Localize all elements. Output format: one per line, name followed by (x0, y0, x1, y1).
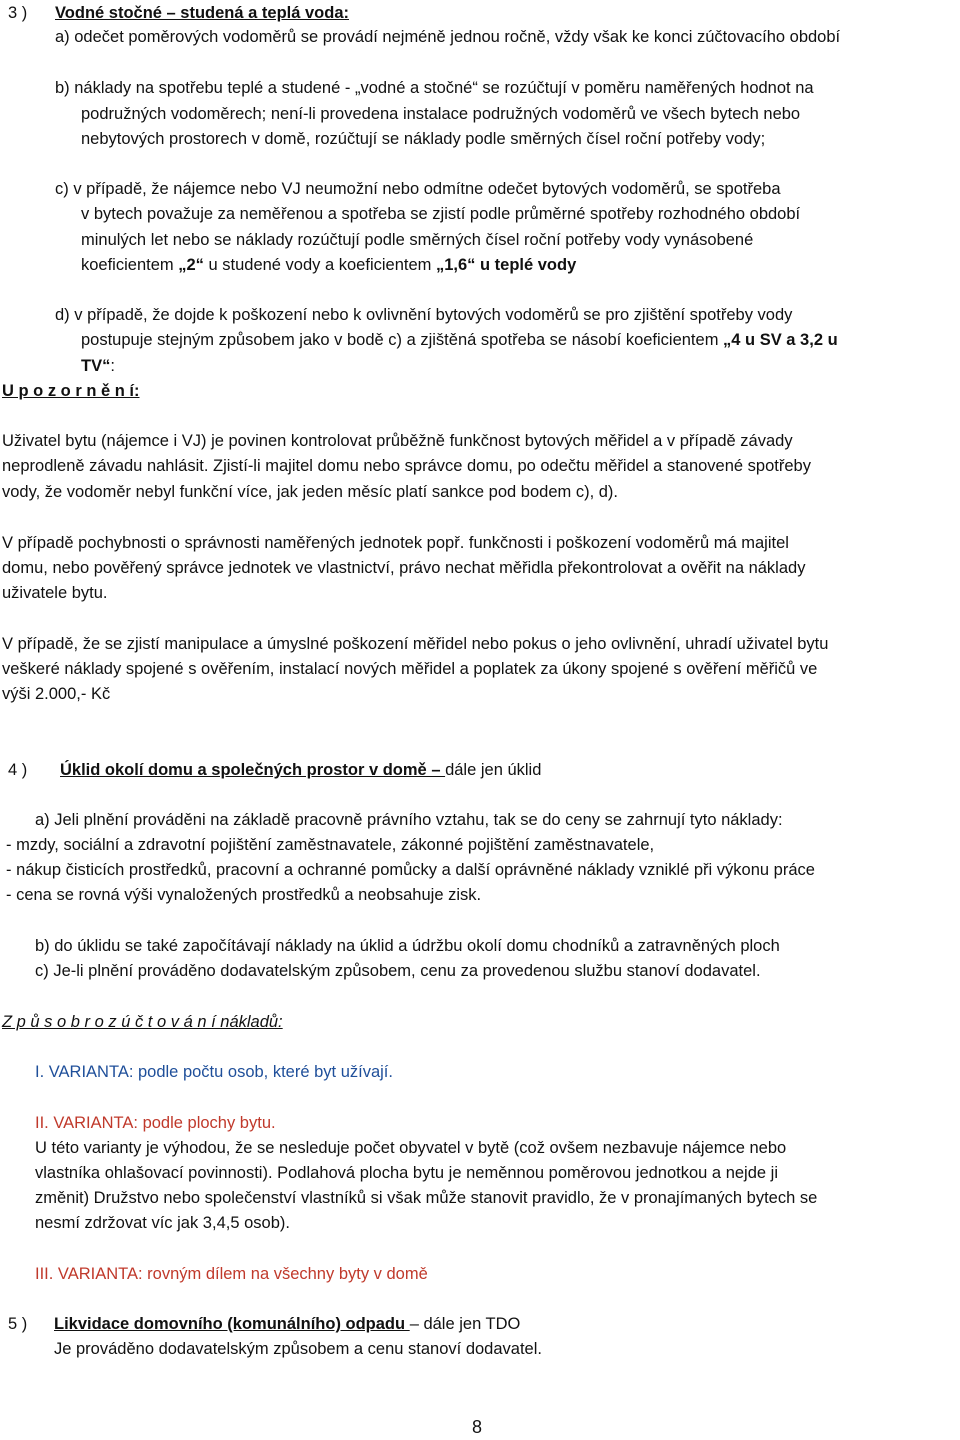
item-c-line-4 (81, 254, 576, 276)
coefficient-damage-end: TV“ (81, 357, 111, 375)
coefficient-cold: „2“ (178, 256, 204, 274)
coefficient-hot: „1,6“ u teplé vody (435, 256, 577, 274)
cleaning-item-a: a) Jeli plnění prováděni na základě pracovně právního vztahu, tak se do ceny se zahrnují tyto náklady: (35, 811, 783, 829)
variant-2: II. VARIANTA: podle plochy bytu. (35, 1114, 276, 1132)
item-c-line-1: c) v případě, že nájemce nebo VJ neumožní nebo odmítne odečet bytových vodoměrů, se spotřeba (55, 180, 781, 198)
variant-2-desc-line-4: nesmí zdržovat víc jak 3,4,5 osob). (35, 1214, 290, 1232)
item-d-line-1: d) v případě, že dojde k poškození nebo k ovlivnění bytových vodoměrů se pro zjištění spotřeby vody (55, 306, 793, 324)
warning-paragraph-1-line-1: Uživatel bytu (nájemce i VJ) je povinen kontrolovat průběžně funkčnost bytových měřidel a v případě závady (2, 432, 793, 450)
section-title: Vodné stočné – studená a teplá voda: (55, 4, 350, 22)
section-title-wrap (60, 759, 541, 781)
billing-method-heading: Z p ů s o b r o z ú č t o v á n í nákladů: (2, 1013, 283, 1031)
section-number: 3 ) (8, 4, 28, 22)
text: postupuje stejným způsobem jako v bodě c) a zjištěná spotřeba se násobí koeficientem (81, 331, 724, 349)
paragraph-3-line-2: veškeré náklady spojené s ověřením, instalací nových měřidel a poplatek za úkony spojené s ověření měřičů ve (2, 660, 818, 678)
cleaning-dash-1: - mzdy, sociální a zdravotní pojištění zaměstnavatele, zákonné pojištění zaměstnavatele, (6, 836, 655, 854)
section-3-heading (8, 2, 350, 24)
variant-2-desc-line-1: U této varianty je výhodou, že se nesleduje počet obyvatel v bytě (což ovšem nezbavuje nájemce nebo (35, 1139, 787, 1157)
warning-paragraph-1-line-3: vody, že vodoměr nebyl funkční více, jak jeden měsíc platí sankce pod bodem c), d). (2, 483, 619, 501)
item-b-line-3: nebytových prostorech v domě, rozúčtují se náklady podle směrných čísel roční potřeby vody; (81, 130, 766, 148)
paragraph-2-line-1: V případě pochybnosti o správnosti naměřených jednotek popř. funkčnosti i poškození vodoměrů má majitel (2, 534, 789, 552)
variant-3: III. VARIANTA: rovným dílem na všechny byty v domě (35, 1265, 428, 1283)
item-d-line-3 (81, 355, 115, 377)
section-title-tail: dále jen úklid (445, 761, 542, 779)
variant-1: I. VARIANTA: podle počtu osob, které byt užívají. (35, 1063, 393, 1081)
section-4-heading (8, 759, 542, 781)
section-title-tail: – dále jen TDO (409, 1315, 521, 1333)
text: : (110, 357, 115, 375)
item-b-line-2: podružných vodoměrech; není-li provedena instalace podružných vodoměrů ve všech bytech nebo (81, 105, 801, 123)
paragraph-3-line-1: V případě, že se zjistí manipulace a úmyslné poškození měřidel nebo pokus o jeho ovlivnění, uhradí uživatel bytu (2, 635, 829, 653)
text: u studené vody a koeficientem (203, 256, 436, 274)
variant-2-desc-line-3: změnit) Družstvo nebo společenství vlastníků si však může stanovit pravidlo, že v pronajímaných bytech se (35, 1189, 818, 1207)
item-b-line-1: b) náklady na spotřebu teplé a studené - „vodné a stočné“ se rozúčtují v poměru naměřených hodnot na (55, 79, 814, 97)
item-c-line-2: v bytech považuje za neměřenou a spotřeba se zjistí podle průměrné spotřeby rozhodného období (81, 205, 801, 223)
section-number: 4 ) (8, 761, 28, 779)
warning-heading: U p o z o r n ě n í: (2, 382, 140, 400)
paragraph-3-line-3: výši 2.000,- Kč (2, 685, 111, 703)
section-title: Úklid okolí domu a společných prostor v domě – (60, 761, 446, 779)
item-a: a) odečet poměrových vodoměrů se provádí nejméně jednou ročně, vždy však ke konci zúčtovacího období (55, 28, 841, 46)
item-c-line-3: minulých let nebo se náklady rozúčtují podle směrných čísel roční potřeby vody vynásobené (81, 231, 754, 249)
warning-paragraph-1-line-2: neprodleně závadu nahlásit. Zjistí-li majitel domu nebo správce domu, po odečtu měřidel a stanovené spotřeby (2, 457, 811, 475)
section-5-heading (8, 1313, 521, 1335)
cleaning-item-c: c) Je-li plnění prováděno dodavatelským způsobem, cenu za provedenou službu stanoví dodavatel. (35, 962, 761, 980)
section-5-text: Je prováděno dodavatelským způsobem a cenu stanoví dodavatel. (54, 1340, 542, 1358)
page-number: 8 (472, 1417, 483, 1437)
section-title-wrap (54, 1313, 520, 1335)
paragraph-2-line-3: uživatele bytu. (2, 584, 108, 602)
cleaning-dash-2: - nákup čisticích prostředků, pracovní a ochranné pomůcky a další oprávněné náklady vzniklé při výkonu práce (6, 861, 815, 879)
coefficient-damage: „4 u SV a 3,2 u (723, 331, 838, 349)
item-d-line-2 (81, 329, 838, 351)
paragraph-2-line-2: domu, nebo pověřený správce jednotek ve vlastnictví, právo nechat měřidla překontrolovat a ověřit na náklady (2, 559, 806, 577)
cleaning-item-b: b) do úklidu se také započítávají náklady na úklid a údržbu okolí domu chodníků a zatravněných ploch (35, 937, 780, 955)
cleaning-dash-3: - cena se rovná výši vynaložených prostředků a neobsahuje zisk. (6, 886, 482, 904)
text: koeficientem (81, 256, 179, 274)
section-number: 5 ) (8, 1315, 28, 1333)
section-title: Likvidace domovního (komunálního) odpadu (54, 1315, 410, 1333)
variant-2-desc-line-2: vlastníka ohlašovací povinnosti). Podlahová plocha bytu je neměnnou poměrovou jednotkou a nejde ji (35, 1164, 778, 1182)
